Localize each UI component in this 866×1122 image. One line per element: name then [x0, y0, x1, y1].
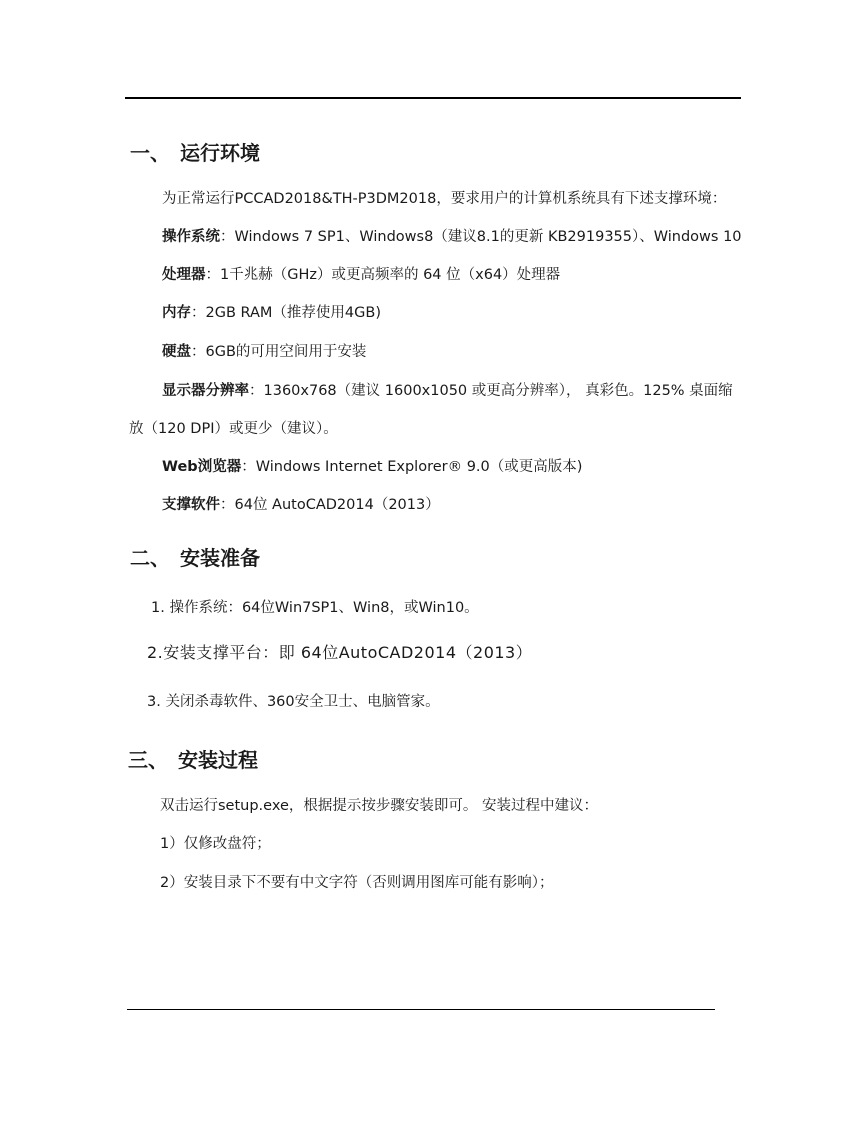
preparation-item-1: 1. 操作系统：64位Win7SP1、Win8，或Win10。 [151, 600, 479, 616]
requirement-text: ：1千兆赫（GHz）或更高频率的 64 位（x64）处理器 [205, 267, 561, 283]
installation-step-1: 1）仅修改盘符； [160, 836, 271, 852]
requirement-browser [162, 457, 582, 477]
requirement-label: 处理器 [162, 267, 206, 283]
section-number: 二、 [130, 546, 170, 570]
requirement-memory [162, 303, 381, 323]
header-rule [125, 97, 741, 99]
requirement-cpu [162, 265, 560, 285]
requirement-display-continuation: 放（120 DPI）或更少（建议）。 [129, 421, 338, 437]
requirement-label: 操作系统 [162, 229, 220, 245]
footer-rule [127, 1009, 715, 1010]
requirement-label: 支撑软件 [162, 497, 220, 513]
requirement-software [162, 495, 440, 515]
requirement-text: ：Windows 7 SP1、Windows8（建议8.1的更新 KB2919355）、Windows 10 [220, 229, 742, 245]
requirement-text: ：1360x768（建议 1600x1050 或更高分辨率）， 真彩色。125% 桌面缩 [249, 383, 733, 399]
section-heading-environment [130, 140, 260, 166]
preparation-item-3: 3. 关闭杀毒软件、360安全卫士、电脑管家。 [147, 694, 440, 710]
section-number: 三、 [128, 748, 168, 772]
installation-step-2: 2）安装目录下不要有中文字符（否则调用图库可能有影响）； [160, 875, 554, 891]
requirement-os [162, 227, 742, 247]
preparation-item-2: 2.安装支撑平台：即 64位AutoCAD2014（2013） [147, 643, 533, 662]
requirement-disk [162, 342, 366, 362]
requirement-text: ：2GB RAM（推荐使用4GB) [191, 305, 382, 321]
requirement-text: ：Windows Internet Explorer® 9.0（或更高版本) [241, 459, 583, 475]
requirement-display [162, 381, 733, 401]
requirement-label: 显示器分辨率 [162, 383, 249, 399]
requirement-label: Web浏览器 [162, 459, 242, 475]
requirement-text: ：6GB的可用空间用于安装 [191, 344, 367, 360]
section-title: 运行环境 [180, 141, 260, 165]
section-heading-preparation [130, 545, 260, 571]
section-title: 安装准备 [180, 546, 260, 570]
installation-intro: 双击运行setup.exe，根据提示按步骤安装即可。 安装过程中建议： [160, 798, 598, 814]
requirement-label: 内存 [162, 305, 191, 321]
section-title: 安装过程 [178, 748, 258, 772]
requirement-text: ：64位 AutoCAD2014（2013） [220, 497, 440, 513]
section-number: 一、 [130, 141, 170, 165]
environment-intro: 为正常运行PCCAD2018&TH-P3DM2018，要求用户的计算机系统具有下述支撑环境： [162, 191, 727, 207]
requirement-label: 硬盘 [162, 344, 191, 360]
section-heading-installation [128, 747, 258, 773]
